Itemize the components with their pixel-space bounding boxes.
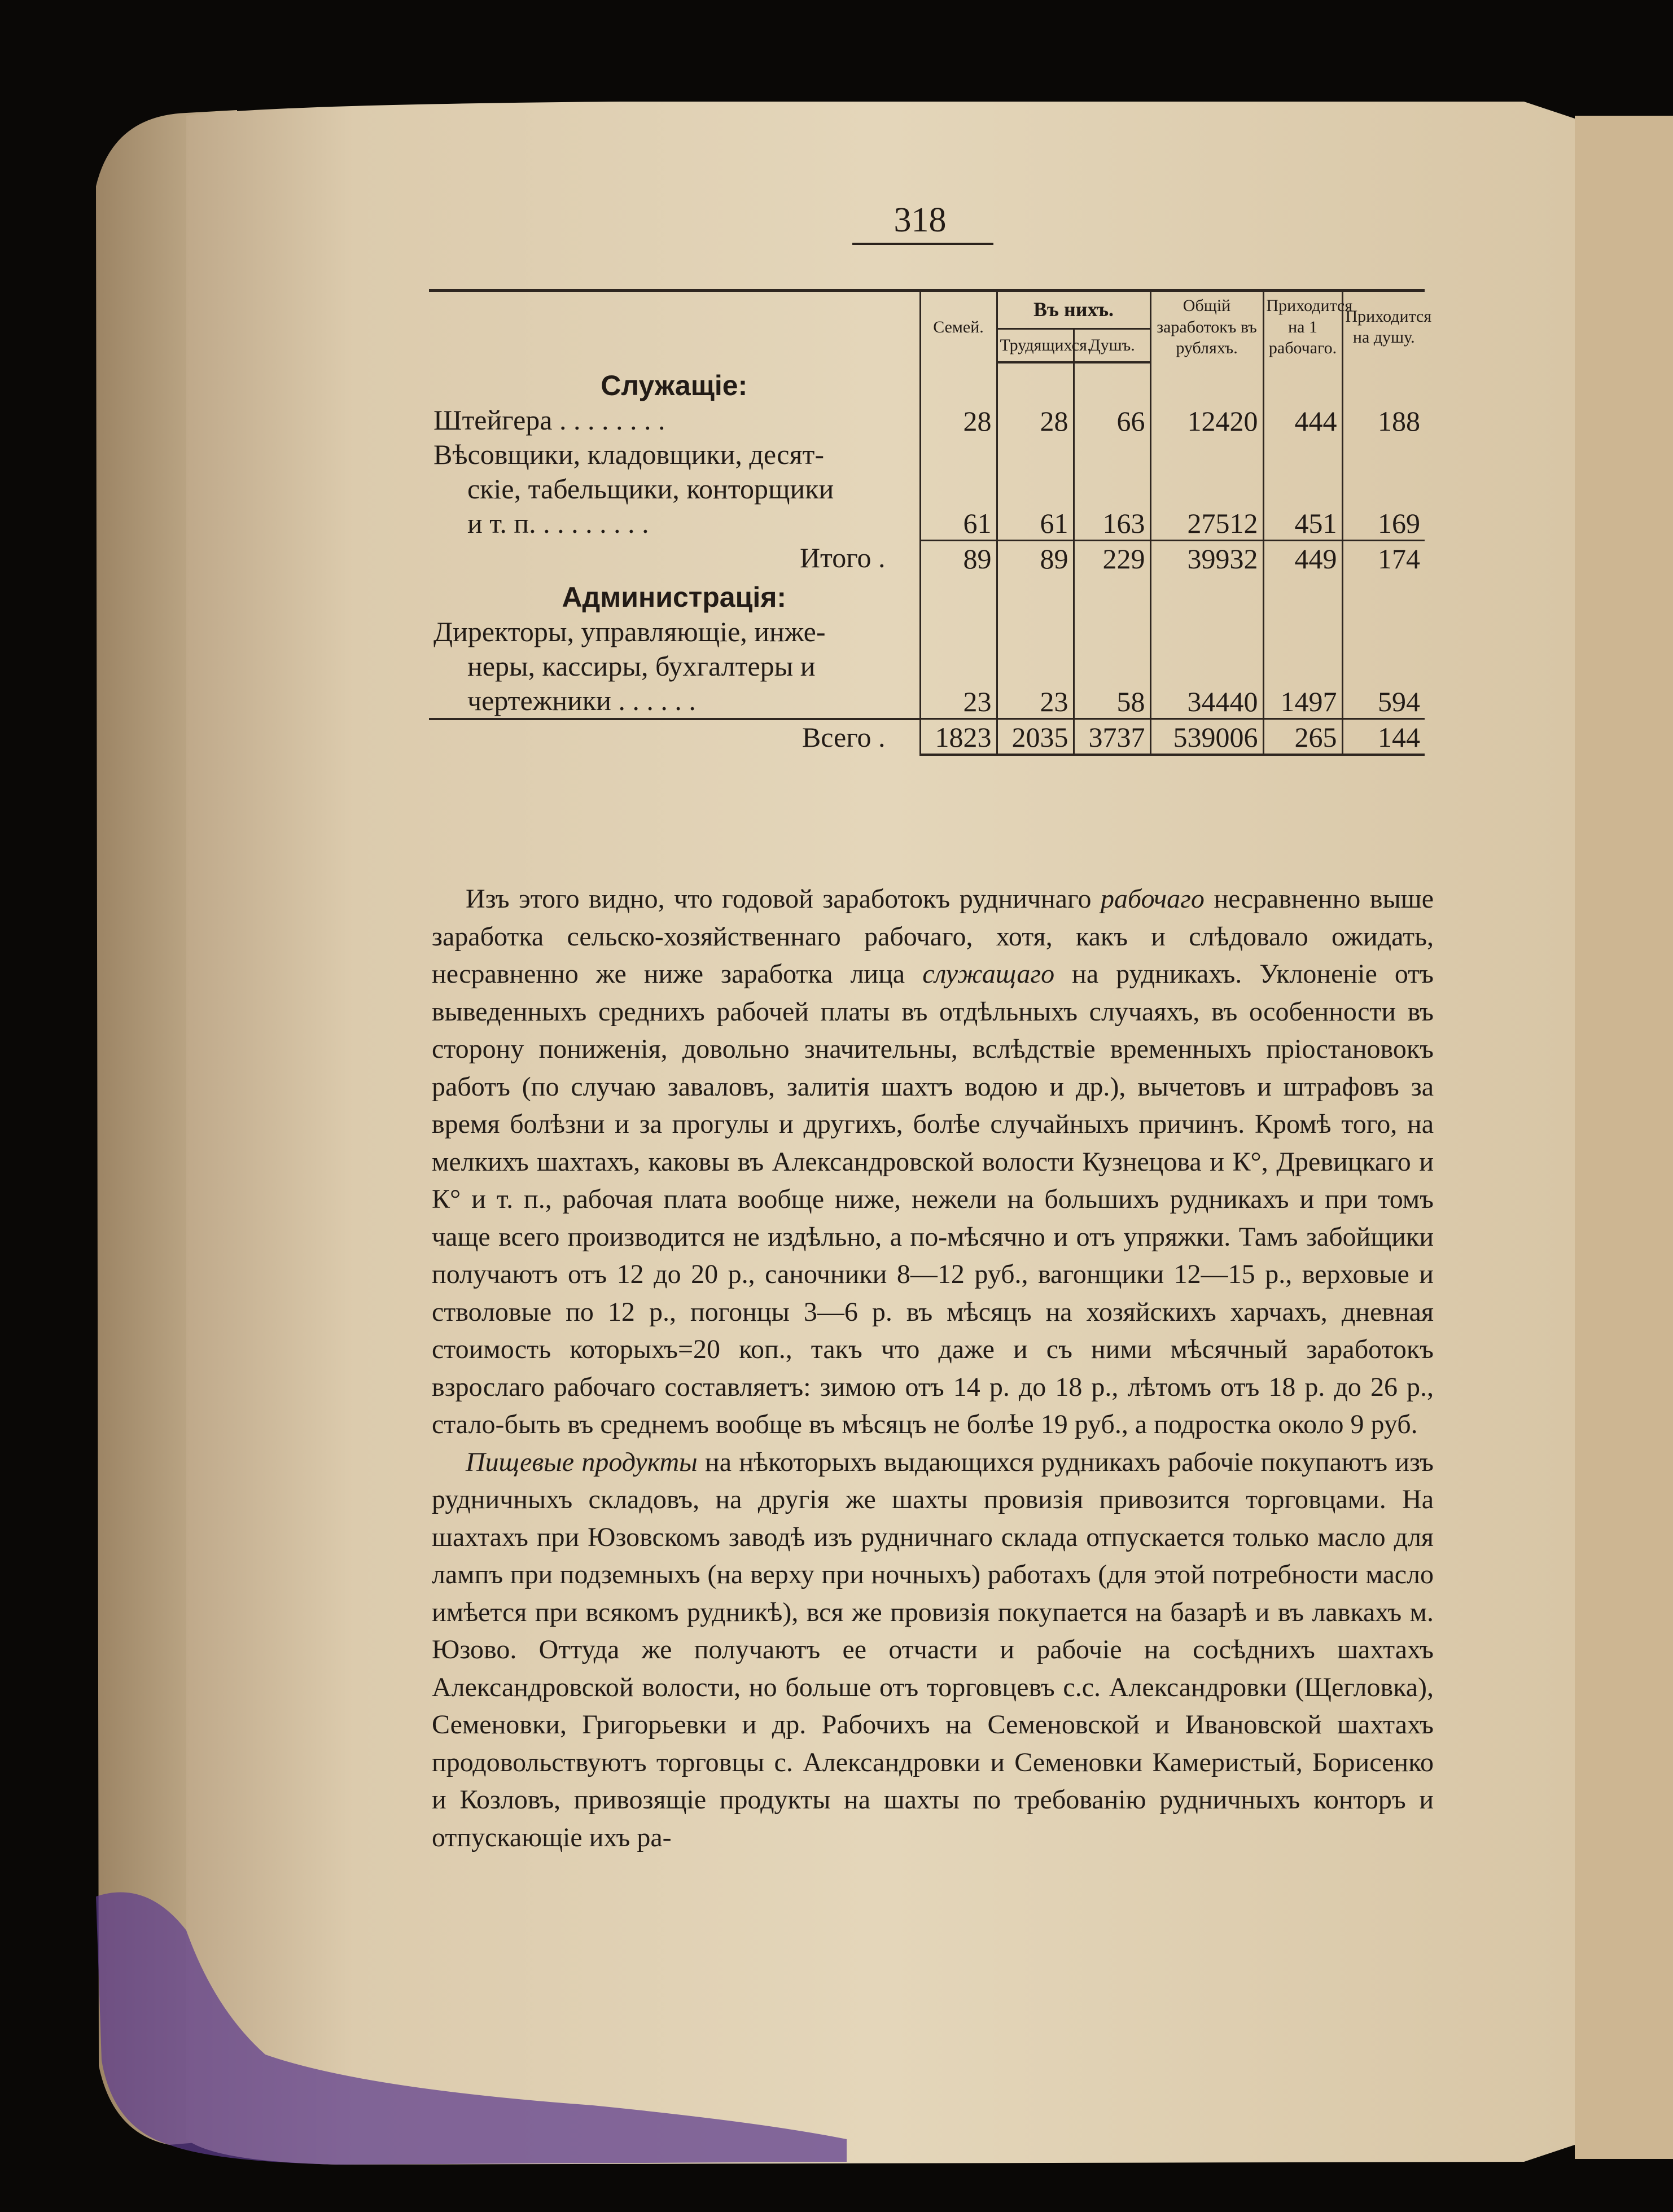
emphasis-run: рабочаго [1101,884,1205,914]
cell-workers: 2035 [997,719,1074,755]
cell-per-soul: 169 [1342,437,1425,541]
cell-earnings: 27512 [1150,437,1263,541]
cell-per-soul: 188 [1342,403,1425,437]
cell-families: 1823 [920,719,997,755]
paragraph-food-supplies [432,1444,1434,1857]
row-label-line: Директоры, управляющіе, инже- [433,615,826,647]
section-employees: Служащіе: [601,369,748,401]
page-number-rule [852,243,993,245]
cell-workers: 23 [997,615,1074,719]
page-number: 318 [894,201,947,239]
table-row [429,403,1425,437]
table-row [429,437,1425,541]
paragraph-earnings [432,881,1434,1444]
row-label-line: скіе, табельщики, конторщики [467,472,834,505]
employee-earnings-table [429,289,1432,756]
cell-families: 61 [920,437,997,541]
row-label-line: неры, кассиры, бухгалтеры и [467,650,816,682]
cell-earnings: 39932 [1150,541,1263,575]
text-run: Изъ этого видно, что годовой заработокъ рудничнаго [466,884,1101,914]
cell-workers: 61 [997,437,1074,541]
row-label-multiline [429,437,920,541]
cell-per-worker: 451 [1263,437,1342,541]
row-label-multiline [429,615,920,719]
text-run: несравненно выше заработка сельско-хозяйственнаго рабочаго, хотя, какъ и слѣдовало ожидать, несравненно же ниже заработка лица [432,884,1434,989]
row-label: Итого . [799,541,886,573]
row-label-line: чертежники . . . . . . [467,684,696,716]
cell-families: 28 [920,403,997,437]
emphasis-run: Пищевые продукты [466,1447,698,1477]
row-label: Штейгера . . . . . . . . [433,404,665,436]
cell-souls: 66 [1074,403,1150,437]
header-earnings: Общій заработокъ въ рубляхъ. [1150,291,1263,362]
header-families: Семей. [920,291,997,362]
cell-souls: 163 [1074,437,1150,541]
cell-earnings: 539006 [1150,719,1263,755]
cell-per-soul: 594 [1342,615,1425,719]
table-row [429,615,1425,719]
row-label-line: и т. п. . . . . . . . . [467,507,649,539]
cell-per-soul: 174 [1342,541,1425,575]
section-administration: Администрація: [562,581,787,613]
row-label-line: Вѣсовщики, кладовщики, десят- [433,438,824,470]
facing-page-edge [1575,116,1673,2159]
cell-workers: 28 [997,403,1074,437]
cell-per-worker: 1497 [1263,615,1342,719]
cell-families: 89 [920,541,997,575]
cell-souls: 229 [1074,541,1150,575]
cell-souls: 3737 [1074,719,1150,755]
text-run: на нѣкоторыхъ выдающихся рудникахъ рабочіе покупаютъ изъ рудничныхъ складовъ, на другія же шахты провизія привозится торговцами. На шахтахъ при Юзовскомъ заводѣ изъ рудничнаго склада отпускается только масло для лампъ при подземныхъ (на верху при ночныхъ) работахъ (для этой потребности масло имѣется при всякомъ рудникѣ), вся же провизія покупается на базарѣ и въ лавкахъ м. Юзово. Оттуда же получаютъ ее отчасти и рабочіе на сосѣднихъ шахтахъ Александровской волости, но больше отъ торговцевъ с.с. Александровки (Щегловка), Семеновки, Григорьевки и др. Рабочихъ на Семеновской и Ивановской шахтахъ продовольствуютъ торговцы с. Александровки и Семеновки Камеристый, Борисенко и Козловъ, привозящіе продукты на шахты по требованію рудничныхъ конторъ и отпускающіе ихъ ра- [432,1447,1434,1852]
header-group-of-them: Въ нихъ. [997,291,1150,329]
cell-souls: 58 [1074,615,1150,719]
table-row-subtotal [429,541,1425,575]
body-text [432,881,1434,1856]
row-label: Всего . [429,719,920,755]
cell-families: 23 [920,615,997,719]
header-per-soul: Приходится на душу. [1342,291,1425,362]
cell-per-worker: 444 [1263,403,1342,437]
table-row-grand-total [429,719,1425,755]
header-per-worker: Приходится на 1 рабочаго. [1263,291,1342,362]
header-blank [429,291,920,362]
cell-per-soul: 144 [1342,719,1425,755]
header-souls: Душъ. [1074,328,1150,362]
cell-earnings: 12420 [1150,403,1263,437]
cell-per-worker: 449 [1263,541,1342,575]
header-workers: Трудящихся. [997,328,1074,362]
emphasis-run: служащаго [922,959,1055,989]
cell-earnings: 34440 [1150,615,1263,719]
text-run: на рудникахъ. Уклоненіе отъ выведенныхъ среднихъ рабочей платы въ отдѣльныхъ случаяхъ, въ особенности въ сторону пониженія, довольно значительны, вслѣдствіе временныхъ пріостановокъ работъ (по случаю заваловъ, залитія шахтъ водою и др.), вычетовъ и штрафовъ за время болѣзни и за прогулы и другихъ, болѣе случайныхъ причинъ. Кромѣ того, на мелкихъ шахтахъ, каковы въ Александровской волости Кузнецова и К°, Древицкаго и К° и т. п., рабочая плата вообще ниже, нежели на большихъ рудникахъ и при томъ чаще всего производится не издѣльно, а по-мѣсячно и отъ упряжки. Тамъ забойщики получаютъ отъ 12 до 20 р., саночники 8—12 руб., вагонщики 12—15 р., верховые и стволовые по 12 р., погонцы 3—6 р. въ мѣсяцъ на хозяйскихъ харчахъ, дневная стоимость которыхъ=20 коп., такъ что даже и съ ними мѣсячный заработокъ взрослаго рабочаго составляетъ: зимою отъ 14 р. до 18 р., лѣтомъ отъ 18 р. до 26 р., стало-быть въ среднемъ вообще въ мѣсяцъ не болѣе 19 руб., а подростка около 9 руб. [432,959,1434,1439]
cell-workers: 89 [997,541,1074,575]
cell-per-worker: 265 [1263,719,1342,755]
